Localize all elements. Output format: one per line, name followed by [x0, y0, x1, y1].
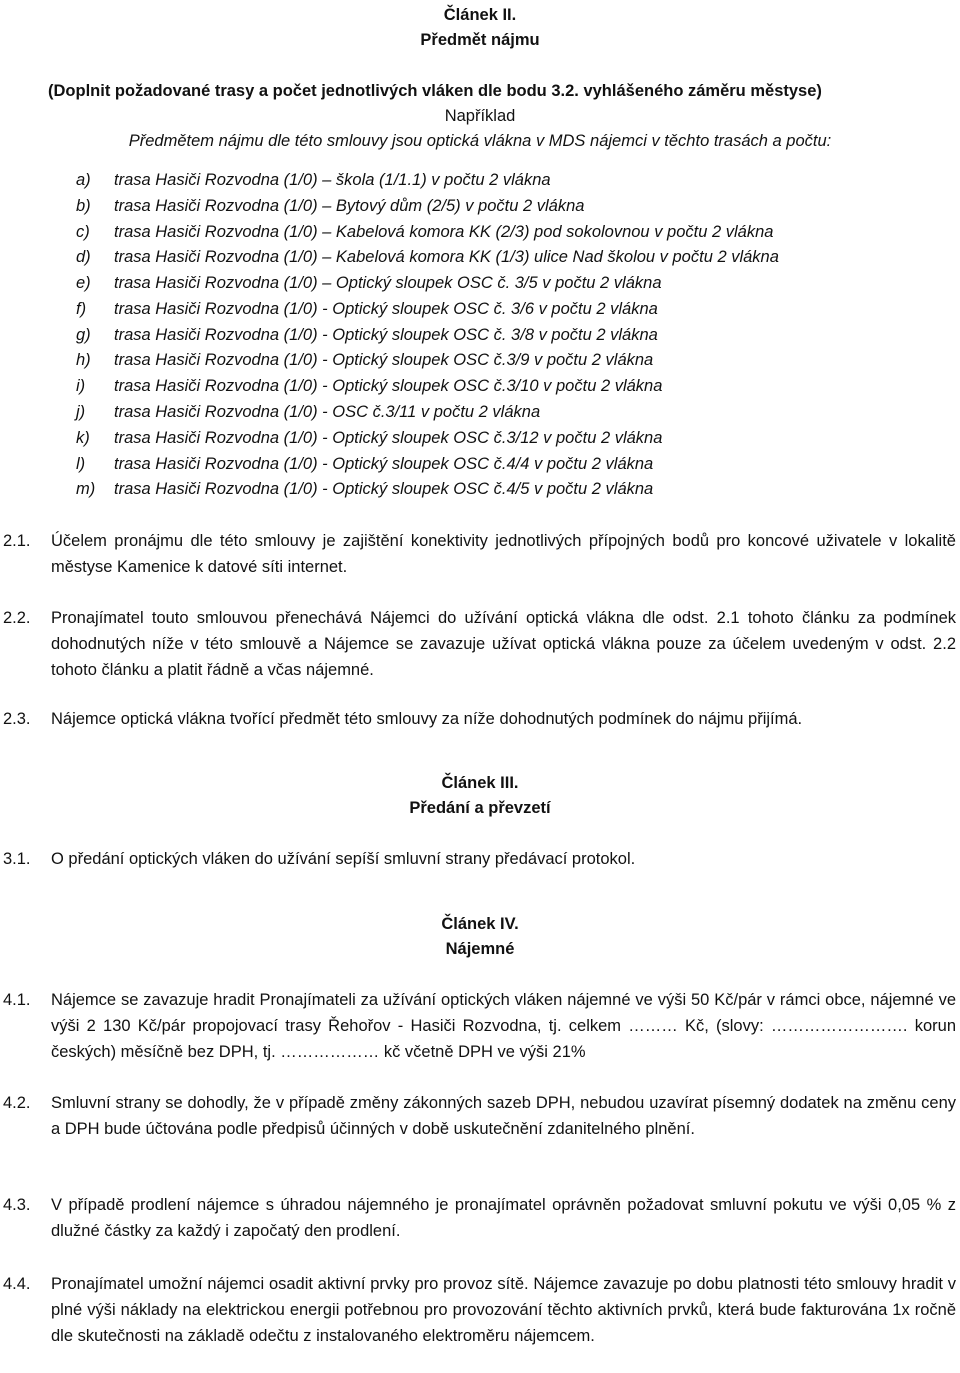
- paragraph-number: 2.2.: [3, 609, 31, 627]
- list-item-letter: b): [76, 197, 91, 215]
- paragraph-number: 4.4.: [3, 1275, 31, 1293]
- list-item-letter: d): [76, 248, 91, 266]
- list-item-letter: g): [76, 326, 91, 344]
- list-item-letter: j): [76, 403, 86, 421]
- paragraph-number: 3.1.: [3, 850, 31, 868]
- paragraph-text: Nájemce optická vlákna tvořící předmět této smlouvy za níže dohodnutých podmínek do nájmu přijímá.: [51, 710, 803, 728]
- article-3-heading: Článek III.: [441, 774, 519, 792]
- paragraph-number: 2.3.: [3, 710, 31, 728]
- paragraph-text: Pronajímatel umožní nájemci osadit aktivní prvky pro provoz sítě. Nájemce zavazuje po dobu platnosti této smlouvy hradit v plné výši náklady na elektrickou energii potřebnou pro provozování těchto aktivních prvků, která bude fakturována 1x ročně dle skutečnosti na základě odečtu z instalovaného elektroměru nájemcem.: [51, 1275, 956, 1345]
- list-item-text: trasa Hasiči Rozvodna (1/0) - Optický sloupek OSC č.3/10 v počtu 2 vlákna: [114, 377, 663, 395]
- example-label: Například: [444, 107, 516, 125]
- list-item-text: trasa Hasiči Rozvodna (1/0) - Optický sloupek OSC č. 3/8 v počtu 2 vlákna: [114, 326, 658, 344]
- article-4-heading: Článek IV.: [441, 915, 519, 933]
- paragraph-number: 4.3.: [3, 1196, 31, 1214]
- paragraph-text: Účelem pronájmu dle této smlouvy je zajištění konektivity jednotlivých přípojných bodů pro koncové uživatele v lokalitě městyse Kamenice k datové síti internet.: [51, 532, 956, 576]
- list-item-text: trasa Hasiči Rozvodna (1/0) - Optický sloupek OSC č.3/12 v počtu 2 vlákna: [114, 429, 663, 447]
- list-item-letter: a): [76, 171, 91, 189]
- article-2-heading: Článek II.: [443, 6, 517, 24]
- list-item-text: trasa Hasiči Rozvodna (1/0) - Optický sloupek OSC č. 3/6 v počtu 2 vlákna: [114, 300, 658, 318]
- list-item-letter: i): [76, 377, 86, 395]
- list-item-letter: m): [76, 480, 96, 498]
- paragraph-text: Pronajímatel touto smlouvou přenechává Nájemci do užívání optická vlákna dle odst. 2.1 tohoto článku za podmínek dohodnutých níže v této smlouvě a Nájemce se zavazuje užívat optická vlákna pouze za účelem uvedeným v odst. 2.2 tohoto článku a platit řádně a včas nájemné.: [51, 609, 956, 679]
- list-item-text: trasa Hasiči Rozvodna (1/0) – Kabelová komora KK (2/3) pod sokolovnou v počtu 2 vlákna: [114, 223, 774, 241]
- list-item-letter: c): [76, 223, 90, 241]
- list-item-text: trasa Hasiči Rozvodna (1/0) – Bytový dům (2/5) v počtu 2 vlákna: [114, 197, 585, 215]
- list-item-letter: k): [76, 429, 90, 447]
- list-item-text: trasa Hasiči Rozvodna (1/0) - OSC č.3/11 v počtu 2 vlákna: [114, 403, 541, 421]
- example-intro: Předmětem nájmu dle této smlouvy jsou optická vlákna v MDS nájemci v těchto trasách a počtu:: [128, 132, 832, 150]
- list-item-text: trasa Hasiči Rozvodna (1/0) - Optický sloupek OSC č.4/4 v počtu 2 vlákna: [114, 455, 654, 473]
- list-item-letter: f): [76, 300, 87, 318]
- article-2-title: Předmět nájmu: [420, 31, 540, 49]
- list-item-text: trasa Hasiči Rozvodna (1/0) – Kabelová komora KK (1/3) ulice Nad školou v počtu 2 vlákna: [114, 248, 779, 266]
- paragraph-text: Nájemce se zavazuje hradit Pronajímateli za užívání optických vláken nájemné ve výši 50 Kč/pár v rámci obce, nájemné ve výši 2 130 Kč/pár propojovací trasy Řehořov - Hasiči Rozvodna, tj. celkem ……… Kč, (slovy: ……………………. korun českých) měsíčně bez DPH, tj. ……………… kč včetně DPH ve výši 21%: [51, 991, 956, 1061]
- list-item-text: trasa Hasiči Rozvodna (1/0) - Optický sloupek OSC č.3/9 v počtu 2 vlákna: [114, 351, 654, 369]
- list-item-letter: l): [76, 455, 86, 473]
- paragraph-text: V případě prodlení nájemce s úhradou nájemného je pronajímatel oprávněn požadovat smluvní pokutu ve výši 0,05 % z dlužné částky za každý i započatý den prodlení.: [51, 1196, 956, 1240]
- paragraph-number: 4.2.: [3, 1094, 31, 1112]
- list-item-text: trasa Hasiči Rozvodna (1/0) - Optický sloupek OSC č.4/5 v počtu 2 vlákna: [114, 480, 654, 498]
- list-item-letter: e): [76, 274, 91, 292]
- instruction-note: (Doplnit požadované trasy a počet jednotlivých vláken dle bodu 3.2. vyhlášeného záměru městyse): [48, 82, 822, 100]
- paragraph-text: Smluvní strany se dohodly, že v případě změny zákonných sazeb DPH, nebudou uzavírat písemný dodatek na změnu ceny a DPH bude účtována podle předpisů účinných v době uskutečnění zdanitelného plnění.: [51, 1094, 956, 1138]
- list-item-text: trasa Hasiči Rozvodna (1/0) – Optický sloupek OSC č. 3/5 v počtu 2 vlákna: [114, 274, 662, 292]
- article-4-title: Nájemné: [445, 940, 515, 958]
- paragraph-number: 4.1.: [3, 991, 31, 1009]
- list-item-text: trasa Hasiči Rozvodna (1/0) – škola (1/1.1) v počtu 2 vlákna: [114, 171, 551, 189]
- paragraph-number: 2.1.: [3, 532, 31, 550]
- list-item-letter: h): [76, 351, 91, 369]
- paragraph-text: O předání optických vláken do užívání sepíší smluvní strany předávací protokol.: [51, 850, 636, 868]
- article-3-title: Předání a převzetí: [409, 799, 551, 817]
